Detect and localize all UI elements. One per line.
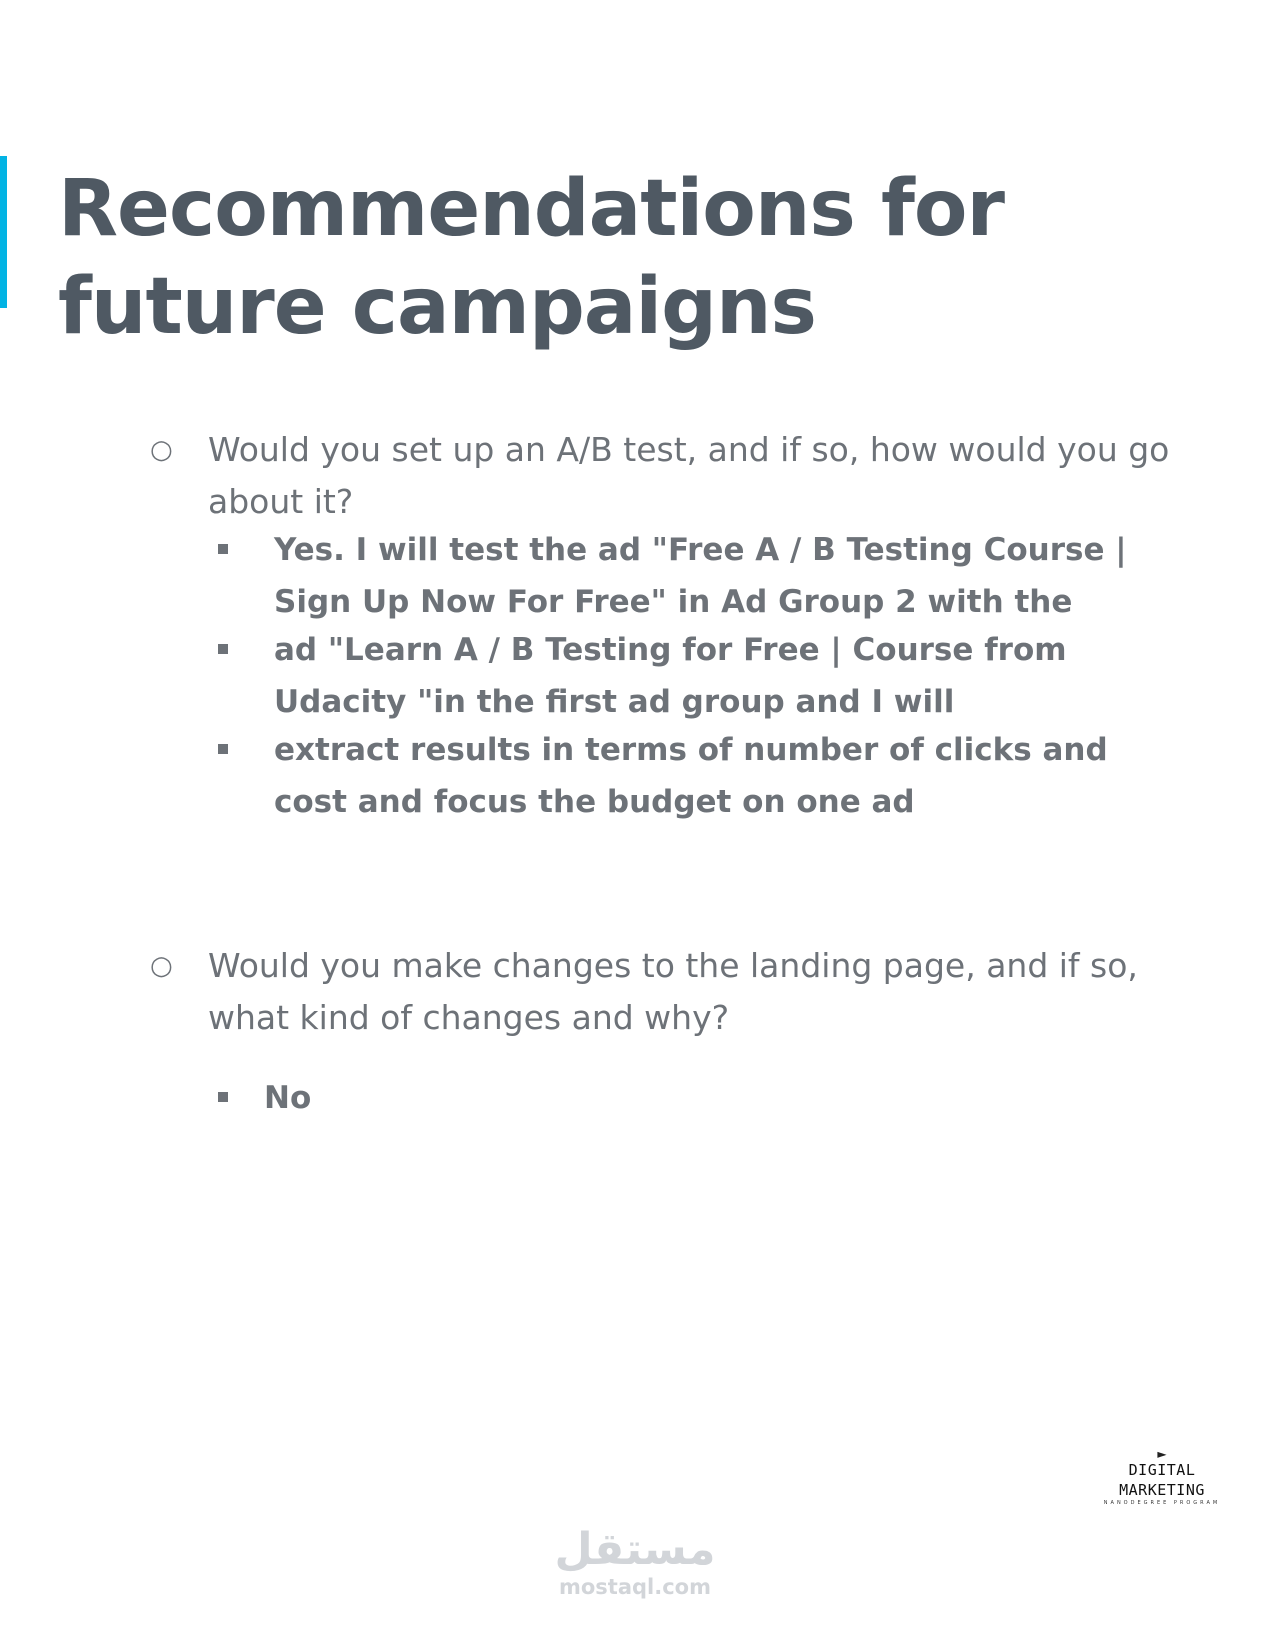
answer-text <box>274 524 1214 628</box>
answer-line: Udacity "in the first ad group and I will <box>274 684 955 720</box>
answer-text <box>274 624 1214 728</box>
watermark-url: mostaql.com <box>559 1575 711 1599</box>
page-title-line-2: future campaigns <box>58 262 816 352</box>
question-line: Would you make changes to the landing page, and if so, <box>208 946 1138 985</box>
square-bullet-icon <box>218 1092 228 1102</box>
answer-line: No <box>264 1080 312 1116</box>
circle-bullet-icon: ○ <box>150 951 173 981</box>
question-text <box>208 940 1218 1044</box>
logo-title: DIGITAL MARKETING <box>1119 1461 1205 1499</box>
megaphone-icon: ► <box>1157 1447 1167 1461</box>
answer-text <box>264 1072 1204 1124</box>
answer-line: Sign Up Now For Free" in Ad Group 2 with the <box>274 584 1073 620</box>
question-text <box>208 424 1218 528</box>
title-accent-bar <box>0 156 7 308</box>
mostaql-watermark <box>535 1525 735 1599</box>
question-line: about it? <box>208 482 354 521</box>
answer-line: extract results in terms of number of clicks and <box>274 732 1108 768</box>
question-line: what kind of changes and why? <box>208 998 730 1037</box>
digital-marketing-logo <box>1092 1448 1232 1507</box>
answer-line: cost and focus the budget on one ad <box>274 784 915 820</box>
circle-bullet-icon: ○ <box>150 435 173 465</box>
watermark-arabic: مستقل <box>554 1524 716 1575</box>
logo-subtitle: NANODEGREE PROGRAM <box>1103 1500 1221 1506</box>
answer-line: Yes. I will test the ad "Free A / B Testing Course | <box>274 532 1127 568</box>
question-line: Would you set up an A/B test, and if so, how would you go <box>208 430 1170 469</box>
answer-text <box>274 724 1214 828</box>
square-bullet-icon <box>218 544 228 554</box>
page-title <box>58 160 1158 356</box>
page-title-line-1: Recommendations for <box>58 164 1004 254</box>
square-bullet-icon <box>218 744 228 754</box>
answer-line: ad "Learn A / B Testing for Free | Course from <box>274 632 1067 668</box>
square-bullet-icon <box>218 644 228 654</box>
